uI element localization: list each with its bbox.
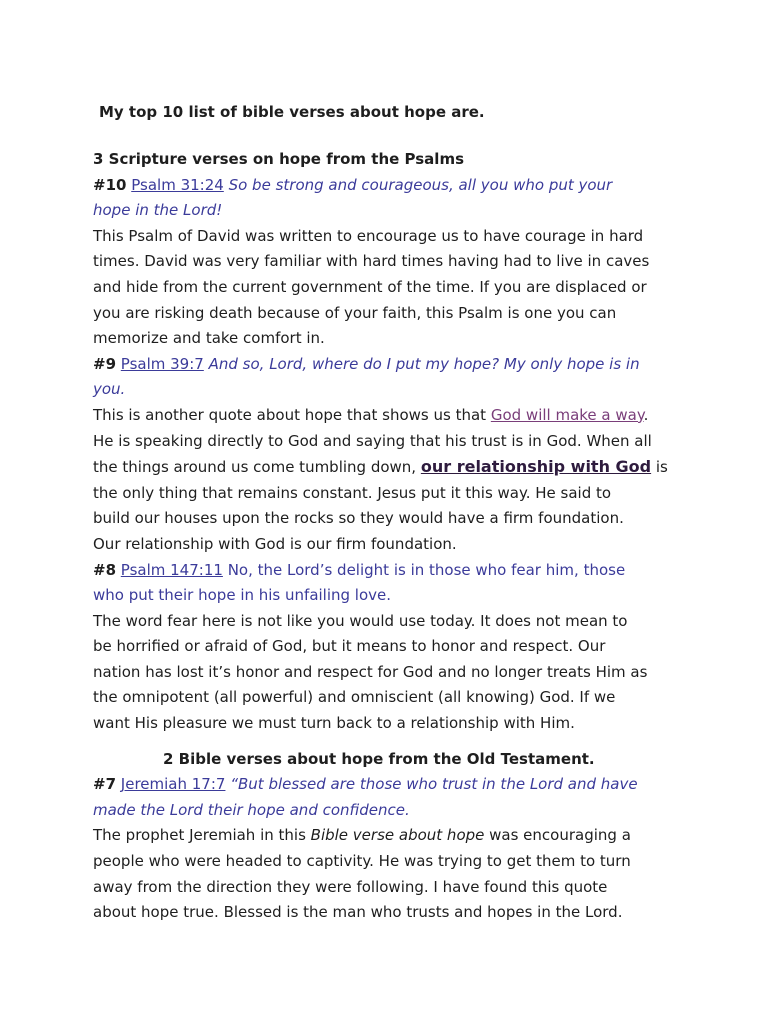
verse-text: So be strong and courageous, all you who put your	[228, 175, 613, 194]
verse-7-cont	[93, 798, 683, 824]
section-heading-old-testament: 2 Bible verses about hope from the Old Testament.	[163, 749, 595, 768]
verse-text: hope in the Lord!	[93, 201, 223, 220]
paragraph-line: The word fear here is not like you would use today. It does not mean to	[93, 611, 628, 630]
verse-9	[93, 352, 683, 378]
paragraph-line: He is speaking directly to God and saying that his trust is in God. When all	[93, 431, 652, 450]
paragraph-line: nation has lost it’s honor and respect for God and no longer treats Him as	[93, 662, 648, 681]
page-title: My top 10 list of bible verses about hope are.	[99, 103, 485, 121]
text: .	[643, 405, 649, 424]
verse-text: “But blessed are those who trust in the Lord and have	[230, 775, 638, 794]
verse-number: #7	[93, 775, 117, 794]
paragraph-line: and hide from the current government of the time. If you are displaced or	[93, 277, 647, 296]
paragraph-line: you are risking death because of your faith, this Psalm is one you can	[93, 303, 617, 322]
paragraph-line	[93, 823, 683, 849]
paragraph-line: want His pleasure we must turn back to a relationship with Him.	[93, 714, 575, 733]
paragraph-line: the only thing that remains constant. Jesus put it this way. He said to	[93, 483, 612, 502]
paragraph-line	[93, 403, 683, 429]
paragraph-line: times. David was very familiar with hard times having had to live in caves	[93, 252, 650, 271]
god-will-make-a-way-link[interactable]: God will make a way	[490, 405, 644, 424]
paragraph-line: be horrified or afraid of God, but it means to honor and respect. Our	[93, 637, 606, 656]
verse-number: #9	[93, 354, 117, 373]
verse-text: you.	[93, 380, 126, 399]
verse-8	[93, 558, 683, 584]
paragraph-line: memorize and take comfort in.	[93, 329, 325, 348]
verse-10	[93, 173, 683, 199]
verse-ref-link[interactable]: Jeremiah 17:7	[120, 775, 226, 794]
document-page	[93, 100, 683, 926]
verse-9-cont	[93, 377, 683, 403]
paragraph-line: Our relationship with God is our firm foundation.	[93, 534, 457, 553]
paragraph-line: people who were headed to captivity. He was trying to get them to turn	[93, 852, 631, 871]
paragraph-line: build our houses upon the rocks so they would have a firm foundation.	[93, 509, 624, 528]
paragraph-line: the omnipotent (all powerful) and omniscient (all knowing) God. If we	[93, 688, 616, 707]
paragraph-line: away from the direction they were following. I have found this quote	[93, 877, 608, 896]
paragraph-line: This Psalm of David was written to encourage us to have courage in hard	[93, 226, 644, 245]
verse-text: who put their hope in his unfailing love.	[93, 586, 392, 605]
text: the things around us come tumbling down,	[93, 458, 421, 477]
verse-ref-link[interactable]: Psalm 147:11	[120, 560, 223, 579]
paragraph-line	[93, 454, 683, 481]
verse-ref-link[interactable]: Psalm 39:7	[120, 354, 204, 373]
verse-text: And so, Lord, where do I put my hope? My only hope is in	[208, 354, 640, 373]
verse-text: made the Lord their hope and confidence.	[93, 800, 410, 819]
verse-ref-link[interactable]: Psalm 31:24	[131, 175, 224, 194]
verse-text: No, the Lord’s delight is in those who fear him, those	[227, 560, 626, 579]
paragraph-line: about hope true. Blessed is the man who trusts and hopes in the Lord.	[93, 903, 623, 922]
text: was encouraging a	[484, 826, 631, 845]
verse-10-cont	[93, 198, 683, 224]
text: is	[651, 458, 668, 477]
relationship-with-god-link[interactable]: our relationship with God	[420, 457, 652, 477]
verse-7	[93, 772, 683, 798]
text: The prophet Jeremiah in this	[93, 826, 311, 845]
section-heading-psalms: 3 Scripture verses on hope from the Psalms	[93, 150, 465, 168]
text: This is another quote about hope that shows us that	[93, 405, 491, 424]
verse-number: #8	[93, 560, 117, 579]
emphasis-text: Bible verse about hope	[310, 826, 485, 845]
verse-8-cont	[93, 583, 683, 609]
verse-number: #10	[93, 175, 127, 194]
